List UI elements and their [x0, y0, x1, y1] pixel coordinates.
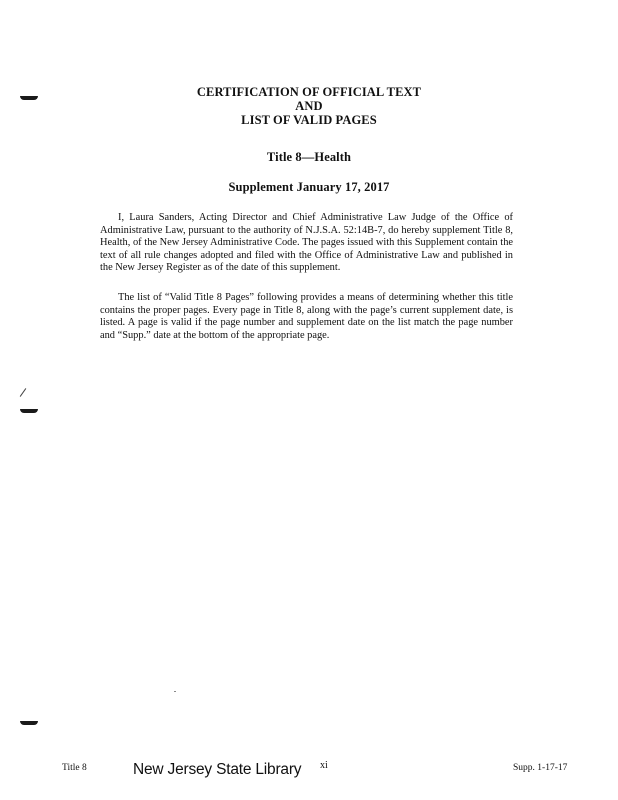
library-stamp: New Jersey State Library — [133, 761, 302, 778]
certification-paragraph: I, Laura Sanders, Acting Director and Chief Administrative Law Judge of the Office of Administrative Law, pursuant to the authority of N.J.S.A. 52:14B-7, do hereby supplement Title 8, Health, of the New Jersey Administrative Code. The pages issued with this Supplement contain the text of all rule changes adopted and filed with the Office of Administrative Law and published in the New Jersey Register as of the date of this supplement. — [100, 212, 513, 274]
heading-and: AND — [295, 99, 323, 113]
valid-pages-heading: LIST OF VALID PAGES — [241, 113, 377, 127]
supplement-footer: Supp. 1-17-17 — [513, 763, 568, 773]
title-heading: Title 8—Health — [266, 150, 352, 164]
page-number: xi — [320, 760, 328, 771]
scan-speck — [174, 691, 176, 692]
supplement-date-heading: Supplement January 17, 2017 — [228, 180, 390, 194]
footer-title: Title 8 — [62, 763, 87, 773]
valid-pages-paragraph: The list of “Valid Title 8 Pages” following provides a means of determining whether this title contains the proper pages. Every page in Title 8, along with the page’s current supplement date, is listed. A page is valid if the page number and supplement date on the list match the page number and “Supp.” date at the bottom of the appropriate page. — [100, 292, 513, 341]
certification-heading: CERTIFICATION OF OFFICIAL TEXT — [196, 85, 422, 99]
binder-punch-mark — [20, 409, 38, 413]
scan-mark — [20, 388, 27, 397]
binder-punch-mark — [20, 721, 38, 725]
